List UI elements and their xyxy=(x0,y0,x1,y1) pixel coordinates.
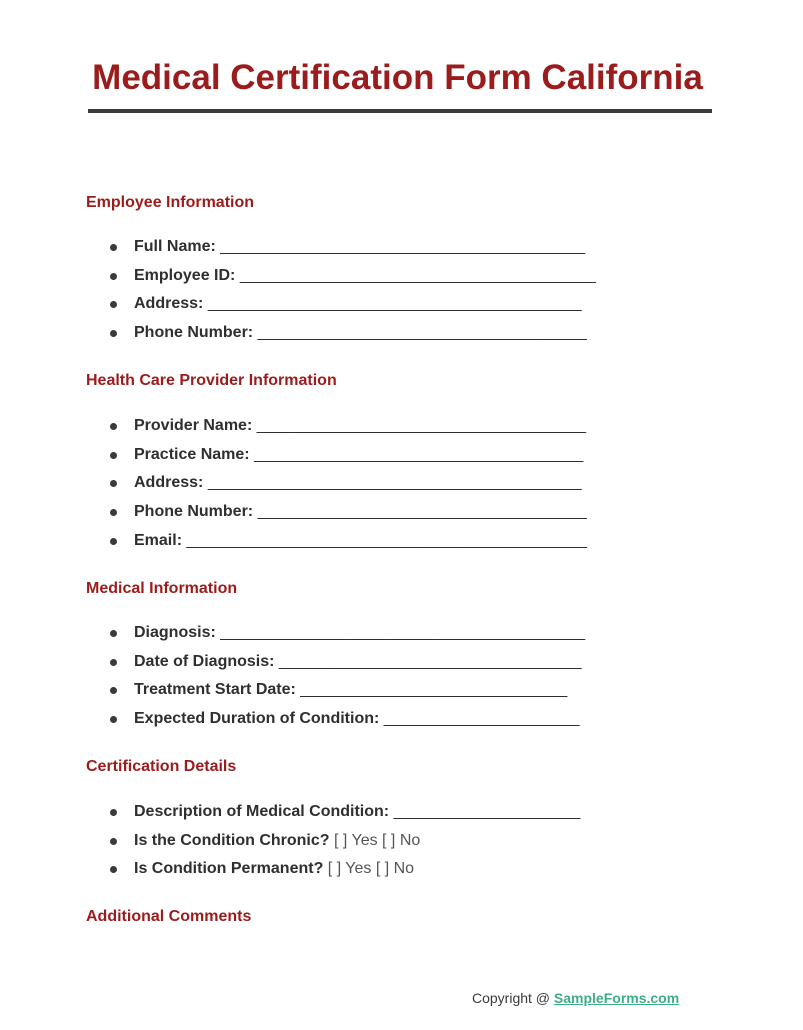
phone-number-blank[interactable]: _____________________________________ xyxy=(257,324,587,342)
section-heading-medical: Medical Information xyxy=(86,580,238,597)
bullet-icon xyxy=(110,330,117,337)
field-full-name[interactable] xyxy=(108,237,596,266)
practice-name-blank[interactable]: _____________________________________ xyxy=(254,445,584,463)
bullet-icon xyxy=(110,809,117,816)
diagnosis-blank[interactable]: _________________________________________ xyxy=(220,624,586,641)
field-label: Description of Medical Condition: xyxy=(134,803,390,820)
title-divider xyxy=(88,109,712,113)
field-address[interactable] xyxy=(108,294,596,323)
employee-fields-list xyxy=(108,237,596,352)
bullet-icon xyxy=(110,273,117,280)
bullet-icon xyxy=(110,659,117,666)
field-condition-description[interactable] xyxy=(108,802,580,831)
field-label: Employee ID: xyxy=(134,266,236,284)
page-title: Medical Certification Form California xyxy=(92,58,703,97)
date-of-diagnosis-blank[interactable]: __________________________________ xyxy=(278,652,582,670)
field-label: Is the Condition Chronic? xyxy=(134,831,330,849)
field-date-of-diagnosis[interactable] xyxy=(108,652,585,681)
provider-name-blank[interactable]: _____________________________________ xyxy=(256,417,586,434)
field-label: Expected Duration of Condition: xyxy=(134,710,380,728)
field-provider-name[interactable] xyxy=(108,416,587,445)
field-expected-duration[interactable] xyxy=(108,709,585,738)
copyright-text: Copyright @ xyxy=(472,990,551,1006)
bullet-icon xyxy=(110,630,117,637)
field-label: Full Name: xyxy=(134,238,216,255)
field-condition-permanent[interactable] xyxy=(108,859,580,888)
field-label: Provider Name: xyxy=(134,417,253,434)
field-treatment-start-date[interactable] xyxy=(108,680,585,709)
provider-fields-list xyxy=(108,416,587,559)
footer-copyright xyxy=(472,990,679,1006)
permanent-yes-no-checkboxes[interactable]: [ ] Yes [ ] No xyxy=(327,860,415,878)
field-label: Email: xyxy=(134,531,183,549)
bullet-icon xyxy=(110,301,117,308)
section-heading-comments: Additional Comments xyxy=(86,908,252,925)
bullet-icon xyxy=(110,480,117,487)
bullet-icon xyxy=(110,838,117,845)
field-provider-email[interactable] xyxy=(108,531,587,560)
treatment-start-date-blank[interactable]: ______________________________ xyxy=(300,681,568,699)
section-heading-provider: Health Care Provider Information xyxy=(86,372,337,389)
provider-phone-blank[interactable]: _____________________________________ xyxy=(257,503,587,521)
bullet-icon xyxy=(110,244,117,251)
bullet-icon xyxy=(110,509,117,516)
provider-address-blank[interactable]: __________________________________________ xyxy=(207,474,582,492)
condition-description-blank[interactable]: _____________________ xyxy=(393,803,581,820)
bullet-icon xyxy=(110,452,117,459)
sampleforms-link[interactable]: SampleForms.com xyxy=(553,990,680,1006)
field-phone-number[interactable] xyxy=(108,323,596,352)
field-label: Treatment Start Date: xyxy=(134,681,296,699)
field-label: Date of Diagnosis: xyxy=(134,652,275,670)
provider-email-blank[interactable]: _____________________________________________ xyxy=(186,531,587,549)
field-label: Diagnosis: xyxy=(134,624,216,641)
field-practice-name[interactable] xyxy=(108,445,587,474)
field-condition-chronic[interactable] xyxy=(108,831,580,860)
chronic-yes-no-checkboxes[interactable]: [ ] Yes [ ] No xyxy=(334,831,421,849)
bullet-icon xyxy=(110,687,117,694)
bullet-icon xyxy=(110,423,117,430)
bullet-icon xyxy=(110,866,117,873)
medical-fields-list xyxy=(108,623,585,738)
field-provider-address[interactable] xyxy=(108,473,587,502)
full-name-blank[interactable]: _________________________________________ xyxy=(220,238,586,255)
field-label: Is Condition Permanent? xyxy=(134,860,324,878)
field-label: Phone Number: xyxy=(134,503,254,521)
section-heading-employee: Employee Information xyxy=(86,194,255,211)
expected-duration-blank[interactable]: ______________________ xyxy=(383,710,580,728)
field-provider-phone[interactable] xyxy=(108,502,587,531)
field-label: Practice Name: xyxy=(134,445,250,463)
field-employee-id[interactable] xyxy=(108,266,596,295)
field-diagnosis[interactable] xyxy=(108,623,585,652)
field-label: Address: xyxy=(134,474,204,492)
section-heading-certification: Certification Details xyxy=(86,758,237,775)
employee-id-blank[interactable]: ________________________________________ xyxy=(239,266,596,284)
address-blank[interactable]: __________________________________________ xyxy=(207,295,582,313)
bullet-icon xyxy=(110,538,117,545)
field-label: Phone Number: xyxy=(134,324,254,342)
bullet-icon xyxy=(110,716,117,723)
certification-fields-list xyxy=(108,802,580,888)
field-label: Address: xyxy=(134,295,204,313)
